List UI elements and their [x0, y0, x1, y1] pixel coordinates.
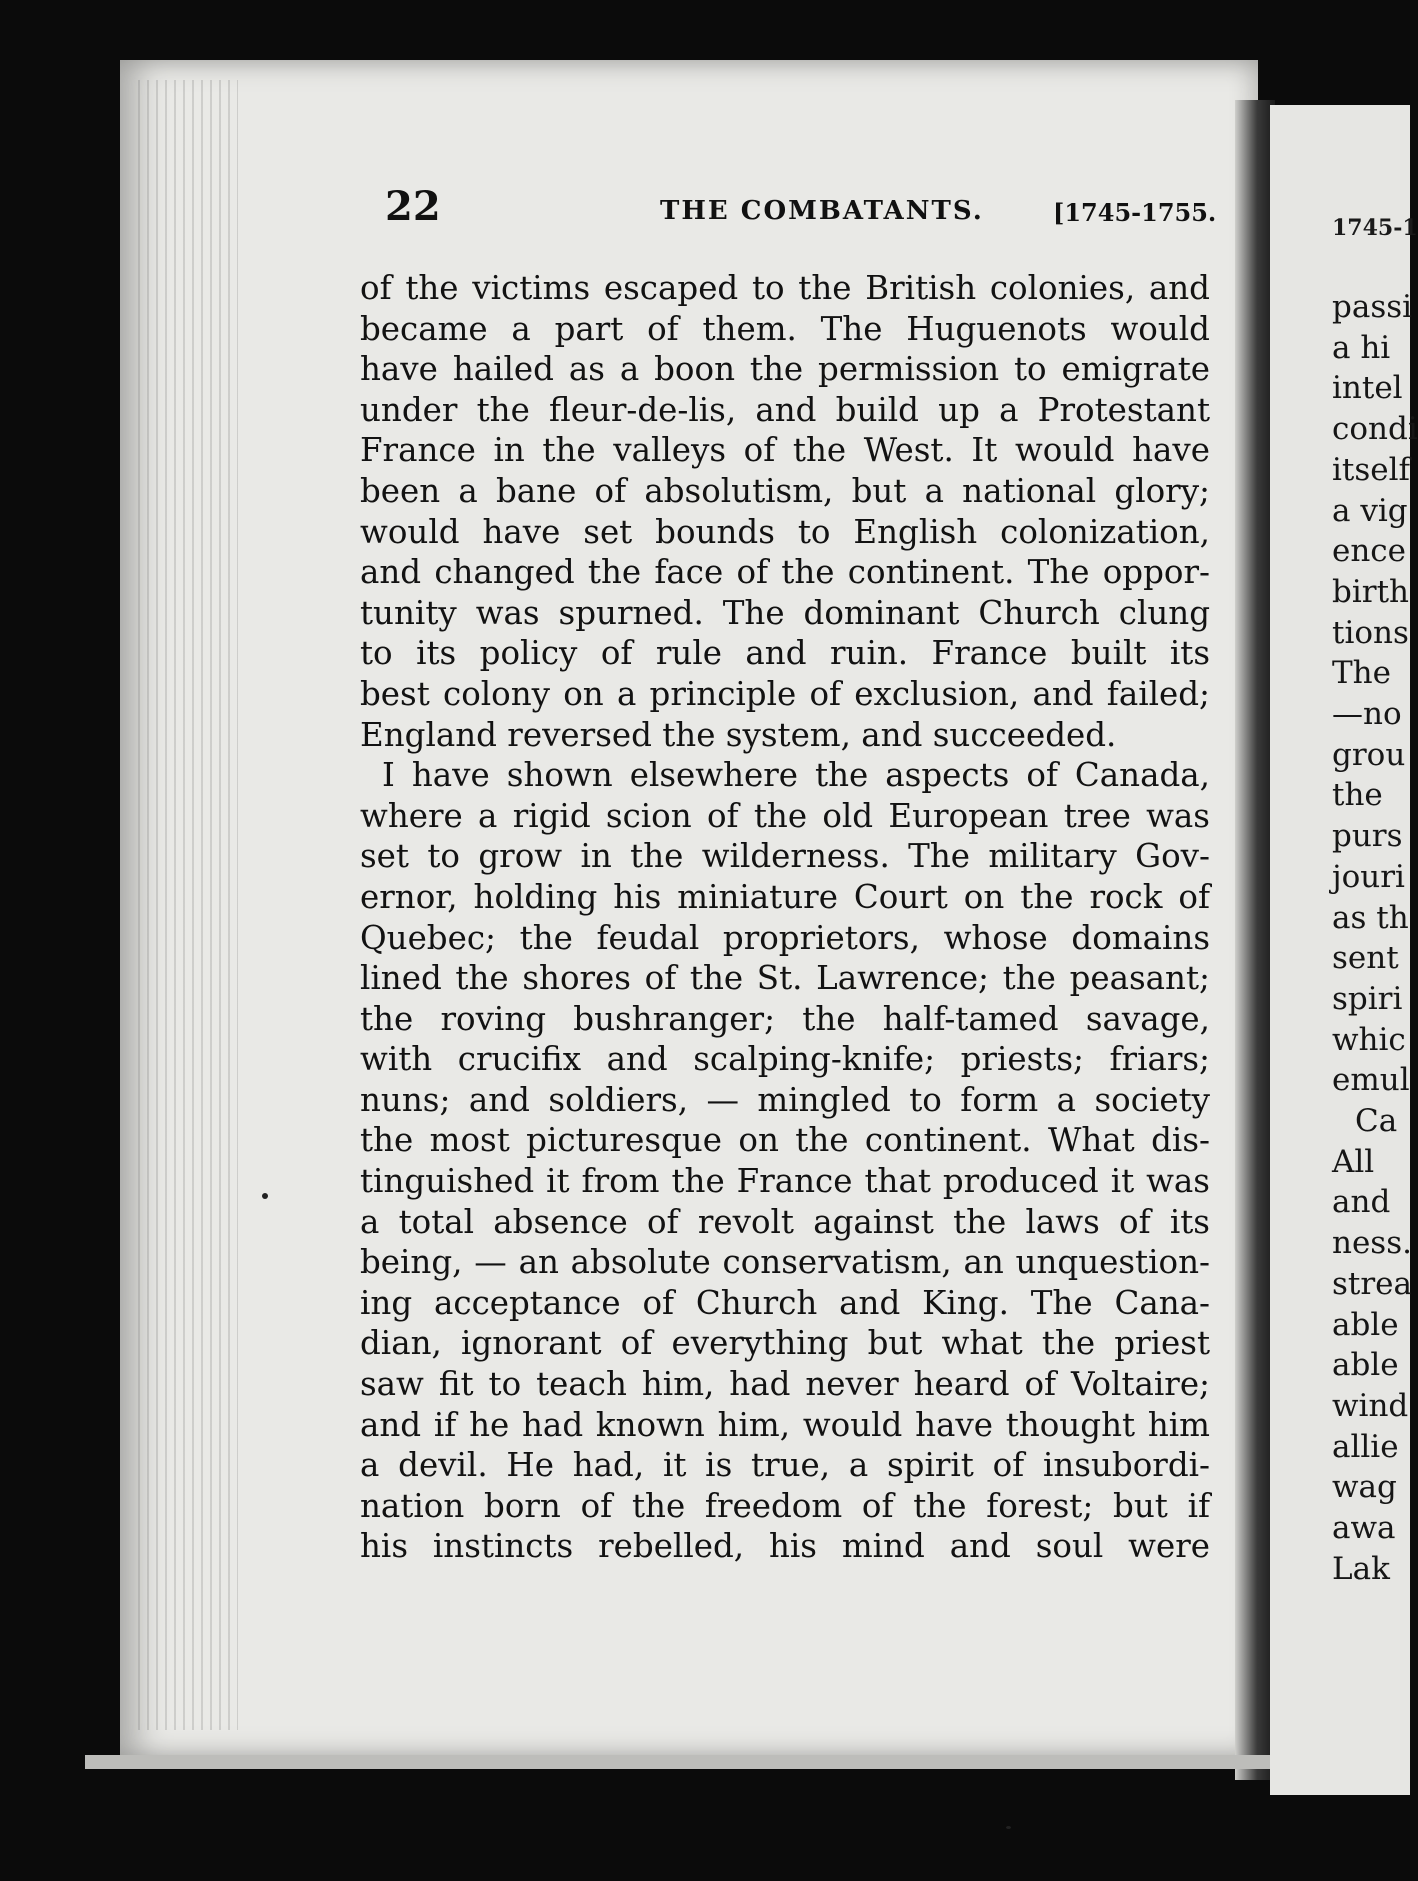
text-line: England reversed the system, and succeeded. [360, 715, 1117, 754]
text-line: Quebec; the feudal proprietors, whose domains [360, 918, 1210, 957]
text-line: nation born of the freedom of the forest; but if [360, 1486, 1210, 1525]
page-edge-lines [138, 80, 238, 1730]
text-line: dian, ignorant of everything but what the priest [360, 1324, 1210, 1363]
text-line: been a bane of absolutism, but a national glory; [360, 471, 1210, 510]
text-line: nuns; and soldiers, — mingled to form a society [360, 1080, 1210, 1119]
right-page-text-fragment: —no [1332, 696, 1402, 732]
right-page-text-fragment: The [1332, 655, 1391, 692]
right-page-text-fragment: itself [1332, 451, 1411, 488]
text-line: a total absence of revolt against the laws of its [360, 1202, 1210, 1241]
right-page-text-fragment: wag [1332, 1469, 1397, 1506]
text-line: to its policy of rule and ruin. France built its [360, 634, 1210, 673]
right-page-text-fragment: passi [1332, 289, 1413, 325]
right-page-text-fragment: jouri [1332, 858, 1405, 895]
scan-speck [1006, 1826, 1011, 1829]
right-page-text-fragment: and [1332, 1184, 1391, 1221]
right-page-text-fragment: birth [1332, 573, 1410, 610]
right-page-text-fragment: a hi [1332, 329, 1391, 366]
right-page-text-fragment: a vig [1332, 492, 1408, 529]
text-line: I have shown elsewhere the aspects of Canada, [382, 756, 1210, 795]
right-page-text-fragment: able [1332, 1306, 1399, 1343]
text-line: under the fleur-de-lis, and build up a Protestant [360, 390, 1210, 429]
text-line: of the victims escaped to the British colonies, and [360, 269, 1210, 307]
right-page-text-fragment: awa [1332, 1510, 1396, 1546]
right-page-header: 1745-1 [1332, 215, 1418, 241]
right-page-text-fragment: emul [1332, 1062, 1410, 1099]
right-page-text-fragment: ness. [1332, 1225, 1412, 1262]
scan-speck [262, 1193, 268, 1199]
text-line: France in the valleys of the West. It would have [360, 431, 1210, 470]
page-number: 22 [385, 183, 441, 230]
book-gutter [1235, 100, 1275, 1780]
right-page-text-fragment: sent [1332, 940, 1399, 977]
right-page-text-fragment: the [1332, 777, 1383, 814]
right-page-text-fragment: whic [1332, 1021, 1406, 1058]
text-line: would have set bounds to English colonization, [360, 512, 1210, 551]
text-line: being, — an absolute conservatism, an unquestion- [360, 1243, 1210, 1282]
text-line: where a rigid scion of the old European tree was [360, 796, 1210, 835]
text-line: the roving bushranger; the half-tamed savage, [360, 999, 1210, 1038]
right-page [1270, 105, 1418, 1795]
text-line: the most picturesque on the continent. What dis- [360, 1121, 1210, 1160]
date-range: [1745-1755. [1053, 198, 1217, 227]
right-page-text-fragment: Lak [1332, 1550, 1390, 1587]
text-line: have hailed as a boon the permission to emigrate [360, 350, 1210, 389]
right-page-text-fragment: All [1332, 1143, 1375, 1180]
right-page-text-fragment: spiri [1332, 980, 1403, 1017]
right-page-text-fragment: grou [1332, 736, 1406, 773]
text-line: his instincts rebelled, his mind and soul were [360, 1527, 1210, 1566]
text-line: set to grow in the wilderness. The military Gov- [360, 837, 1210, 876]
text-line: tunity was spurned. The dominant Church clung [360, 593, 1210, 632]
text-line: with crucifix and scalping-knife; priests; friars; [360, 1040, 1210, 1079]
right-page-text-fragment: tions [1332, 614, 1409, 651]
right-page-text-fragment: strea [1332, 1265, 1413, 1302]
text-line: and if he had known him, would have thought him [360, 1405, 1210, 1444]
text-line: ing acceptance of Church and King. The Cana- [360, 1283, 1210, 1322]
text-line: became a part of them. The Huguenots would [360, 309, 1210, 348]
right-page-text-fragment: able [1332, 1347, 1399, 1384]
right-page-text-fragment: as th [1332, 899, 1409, 936]
right-page-text-fragment: ence [1332, 533, 1407, 570]
right-page-text-fragment: wind [1332, 1387, 1409, 1424]
right-page-text-fragment: allie [1332, 1428, 1399, 1465]
text-line: a devil. He had, it is true, a spirit of insubordi- [360, 1446, 1210, 1485]
text-line: ernor, holding his miniature Court on the rock of [360, 877, 1210, 916]
body-text [360, 268, 1210, 1567]
right-page-text-fragment: purs [1332, 818, 1403, 855]
text-line: best colony on a principle of exclusion, and failed; [360, 674, 1210, 713]
right-page-text-fragment: intel [1332, 370, 1403, 407]
text-line: saw fit to teach him, had never heard of Voltaire; [360, 1365, 1210, 1404]
page-bottom-edge [85, 1755, 1275, 1769]
running-title: THE COMBATANTS. [660, 196, 984, 226]
text-line: lined the shores of the St. Lawrence; the peasant; [360, 959, 1210, 998]
right-page-text-fragment: condi [1332, 411, 1418, 448]
right-page-text-fragment: Ca [1355, 1103, 1398, 1139]
text-line: and changed the face of the continent. The oppor- [360, 553, 1210, 592]
text-line: tinguished it from the France that produced it was [360, 1162, 1210, 1201]
